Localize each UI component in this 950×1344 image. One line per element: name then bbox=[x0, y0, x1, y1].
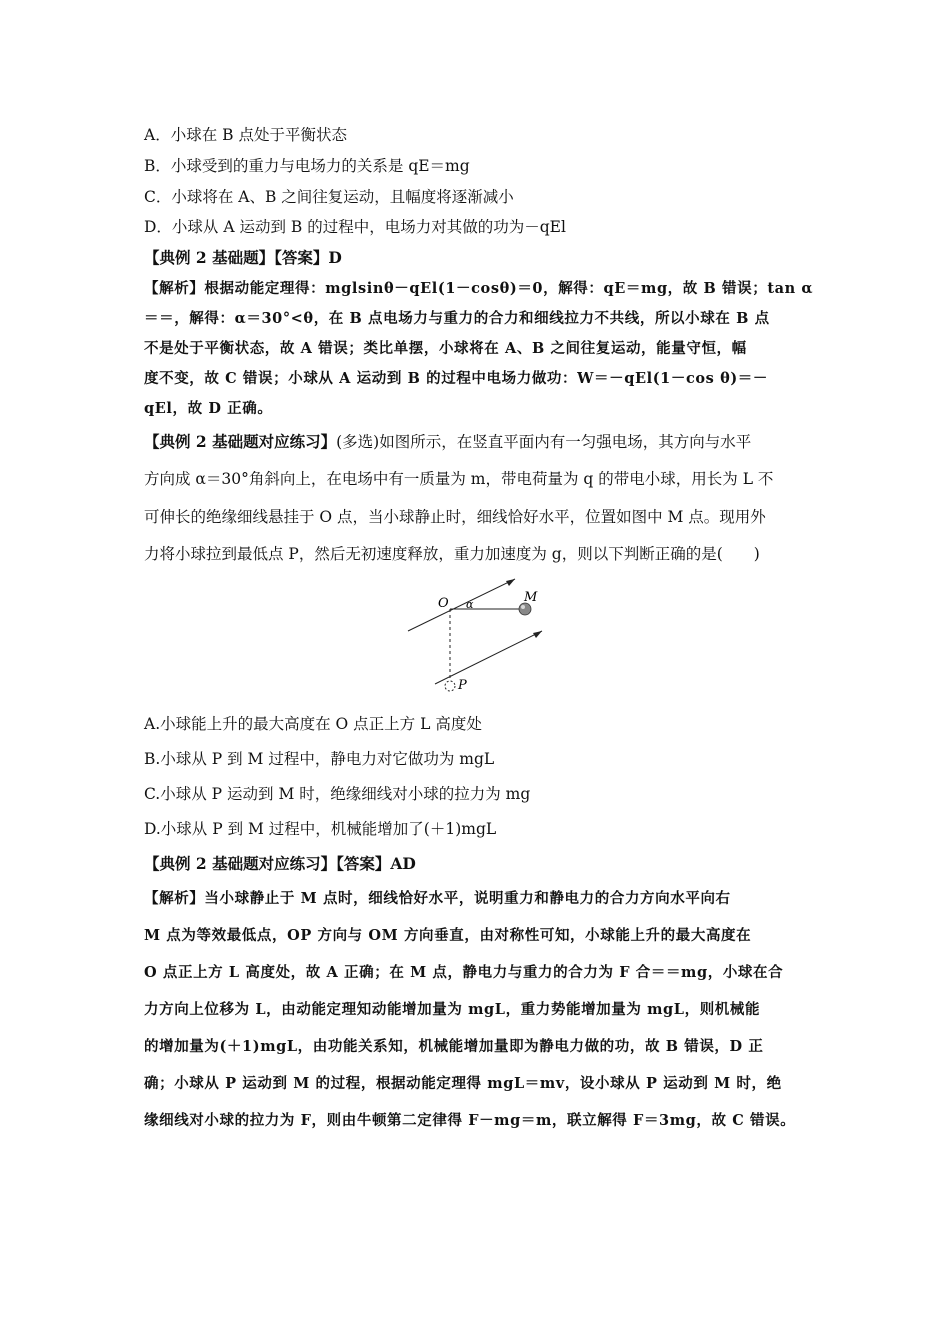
field-arrow-upper bbox=[506, 579, 515, 586]
analysis-1-line-3: 不是处于平衡状态，故 A 错误；类比单摆，小球将在 A、B 之间往复运动，能量守恒，幅 bbox=[144, 340, 747, 357]
label-p: P bbox=[458, 678, 467, 693]
analysis-1-line-1: 【解析】根据动能定理得：mglsinθ－qEl(1－cosθ)＝0，解得：qE＝mg，故 B 错误；tan α bbox=[144, 280, 814, 297]
analysis-1-line-4: 度不变，故 C 错误；小球从 A 运动到 B 的过程中电场力做功：W＝－qEl(1－cos θ)＝－ bbox=[144, 370, 769, 387]
label-alpha: α bbox=[466, 598, 474, 611]
figure-svg bbox=[400, 576, 550, 698]
label-m: M bbox=[524, 590, 538, 605]
ball-p-dashed bbox=[445, 681, 455, 691]
analysis-2-line-1: 【解析】当小球静止于 M 点时，细线恰好水平，说明重力和静电力的合力方向水平向右 bbox=[144, 890, 731, 907]
practice-question-line-4: 力将小球拉到最低点 P，然后无初速度释放，重力加速度为 g，则以下判断正确的是( ) bbox=[144, 545, 760, 563]
option-c-second: C.小球从 P 运动到 M 时，绝缘细线对小球的拉力为 mg bbox=[144, 785, 531, 803]
practice-title: 【典例 2 基础题对应练习】 bbox=[144, 432, 337, 451]
option-a-first: A．小球在 B 点处于平衡状态 bbox=[144, 126, 347, 144]
option-d-first: D．小球从 A 运动到 B 的过程中，电场力对其做的功为－qEl bbox=[144, 218, 566, 236]
option-d-second: D.小球从 P 到 M 过程中，机械能增加了(＋1)mgL bbox=[144, 820, 497, 838]
option-b-first: B．小球受到的重力与电场力的关系是 qE＝mg bbox=[144, 157, 470, 175]
answer-heading-2: 【典例 2 基础题对应练习】【答案】AD bbox=[144, 854, 416, 873]
option-b-second: B.小球从 P 到 M 过程中，静电力对它做功为 mgL bbox=[144, 750, 495, 768]
option-c-first: C．小球将在 A、B 之间往复运动，且幅度将逐渐减小 bbox=[144, 188, 514, 206]
practice-question-line-1 bbox=[144, 431, 824, 453]
analysis-2-line-3: O 点正上方 L 高度处，故 A 正确；在 M 点，静电力与重力的合力为 F 合＝＝mg，小球在合 bbox=[144, 964, 784, 981]
analysis-1-line-5: qEl，故 D 正确。 bbox=[144, 400, 273, 417]
question-text-1: (多选)如图所示，在竖直平面内有一匀强电场，其方向与水平 bbox=[336, 433, 752, 451]
answer-heading-1: 【典例 2 基础题】【答案】D bbox=[144, 248, 342, 267]
field-arrow-lower bbox=[533, 631, 542, 638]
analysis-2-line-5: 的增加量为(＋1)mgL，由功能关系知，机械能增加量即为静电力做的功，故 B 错误，D 正 bbox=[144, 1038, 764, 1055]
electric-field-figure bbox=[400, 576, 550, 698]
option-a-second: A.小球能上升的最大高度在 O 点正上方 L 高度处 bbox=[144, 715, 482, 733]
field-line-upper bbox=[408, 579, 515, 631]
label-o: O bbox=[438, 596, 449, 611]
practice-question-line-2: 方向成 α＝30°角斜向上，在电场中有一质量为 m，带电荷量为 q 的带电小球，用长为 L 不 bbox=[144, 470, 774, 488]
analysis-2-line-2: M 点为等效最低点，OP 方向与 OM 方向垂直，由对称性可知，小球能上升的最大高度在 bbox=[144, 927, 752, 944]
analysis-2-line-6: 确；小球从 P 运动到 M 的过程，根据动能定理得 mgL＝mv，设小球从 P 运动到 M 时，绝 bbox=[144, 1075, 782, 1092]
ball-highlight bbox=[521, 605, 525, 609]
analysis-1-line-2: ＝＝，解得：α＝30°<θ，在 B 点电场力与重力的合力和细线拉力不共线，所以小球在 B 点 bbox=[144, 310, 770, 327]
practice-question-line-3: 可伸长的绝缘细线悬挂于 O 点，当小球静止时，细线恰好水平，位置如图中 M 点。现用外 bbox=[144, 508, 766, 526]
analysis-2-line-7: 缘细线对小球的拉力为 F，则由牛顿第二定律得 F－mg＝m，联立解得 F＝3mg，故 C 错误。 bbox=[144, 1112, 796, 1129]
field-line-lower bbox=[435, 631, 542, 684]
analysis-2-line-4: 力方向上位移为 L，由动能定理知动能增加量为 mgL，重力势能增加量为 mgL，则机械能 bbox=[144, 1001, 761, 1018]
